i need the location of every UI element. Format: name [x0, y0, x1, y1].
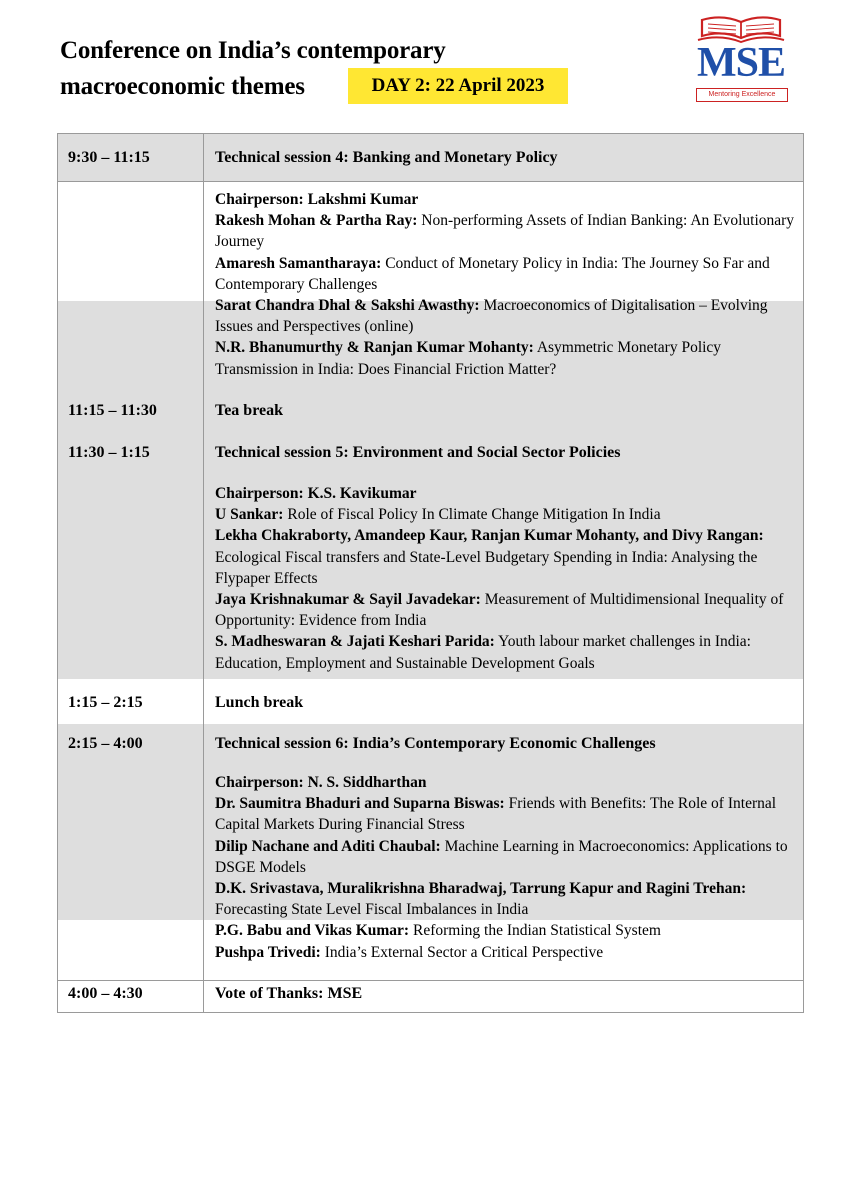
paper: N.R. Bhanumurthy & Ranjan Kumar Mohanty: Asymmetric Monetary Policy Transmission in India: Does Financial Friction Matter?	[215, 339, 722, 378]
day-badge: DAY 2: 22 April 2023	[348, 68, 568, 104]
session-6-chair: Chairperson: N. S. Siddharthan	[215, 774, 427, 791]
logo-tagline: Mentoring Excellence	[696, 88, 788, 102]
session-4-time: 9:30 – 11:15	[68, 149, 150, 166]
session-4-chair: Chairperson: Lakshmi Kumar	[215, 191, 419, 208]
lunch-break-time: 1:15 – 2:15	[68, 694, 143, 711]
session-4-title: Technical session 4: Banking and Monetary Policy	[215, 149, 558, 166]
session-4-details	[215, 189, 795, 380]
session-5-chair: Chairperson: K.S. Kavikumar	[215, 485, 417, 502]
paper: Rakesh Mohan & Partha Ray: Non-performing Assets of Indian Banking: An Evolutionary Journey	[215, 212, 795, 251]
paper: Dr. Saumitra Bhaduri and Suparna Biswas: Friends with Benefits: The Role of Internal Capital Markets During Financial Stress	[215, 795, 777, 834]
tea-break-title: Tea break	[215, 402, 284, 419]
session-5-title: Technical session 5: Environment and Social Sector Policies	[215, 444, 621, 461]
vote-of-thanks-time: 4:00 – 4:30	[68, 985, 143, 1002]
paper: S. Madheswaran & Jajati Keshari Parida: Youth labour market challenges in India: Education, Employment and Sustainable Development Goals	[215, 633, 751, 672]
paper: Jaya Krishnakumar & Sayil Javadekar: Measurement of Multidimensional Inequality of Opportunity: Evidence from India	[215, 591, 784, 630]
page-title-line-2: macroeconomic themes	[60, 73, 305, 100]
session-6-details	[215, 772, 795, 963]
schedule-table	[57, 133, 804, 1013]
mse-logo	[690, 12, 792, 100]
paper: Pushpa Trivedi: India’s External Sector a Critical Perspective	[215, 943, 604, 961]
paper: U Sankar: Role of Fiscal Policy In Climate Change Mitigation In India	[215, 506, 661, 524]
session-6-title: Technical session 6: India’s Contemporary Economic Challenges	[215, 735, 656, 752]
session-5-details	[215, 483, 795, 674]
paper: P.G. Babu and Vikas Kumar: Reforming the Indian Statistical System	[215, 922, 661, 940]
paper: Dilip Nachane and Aditi Chaubal: Machine Learning in Macroeconomics: Applications to DSGE Models	[215, 837, 788, 876]
paper: Sarat Chandra Dhal & Sakshi Awasthy: Macroeconomics of Digitalisation – Evolving Issues and Perspectives (online)	[215, 297, 768, 336]
session-5-time: 11:30 – 1:15	[68, 444, 150, 461]
lunch-break-title: Lunch break	[215, 694, 304, 711]
vote-of-thanks-title: Vote of Thanks: MSE	[215, 985, 363, 1002]
tea-break-time: 11:15 – 11:30	[68, 402, 157, 419]
paper: Lekha Chakraborty, Amandeep Kaur, Ranjan Kumar Mohanty, and Divy Rangan: Ecological Fiscal transfers and State-Level Budgetary Spending in India: Analysing the Flypaper Effects	[215, 527, 764, 587]
session-6-time: 2:15 – 4:00	[68, 735, 143, 752]
paper: Amaresh Samantharaya: Conduct of Monetary Policy in India: The Journey So Far and Contemporary Challenges	[215, 254, 770, 293]
paper: D.K. Srivastava, Muralikrishna Bharadwaj, Tarrung Kapur and Ragini Trehan: Forecasting State Level Fiscal Imbalances in India	[215, 880, 747, 919]
page-title-line-1: Conference on India’s contemporary	[60, 37, 446, 64]
logo-text: MSE	[696, 40, 785, 86]
